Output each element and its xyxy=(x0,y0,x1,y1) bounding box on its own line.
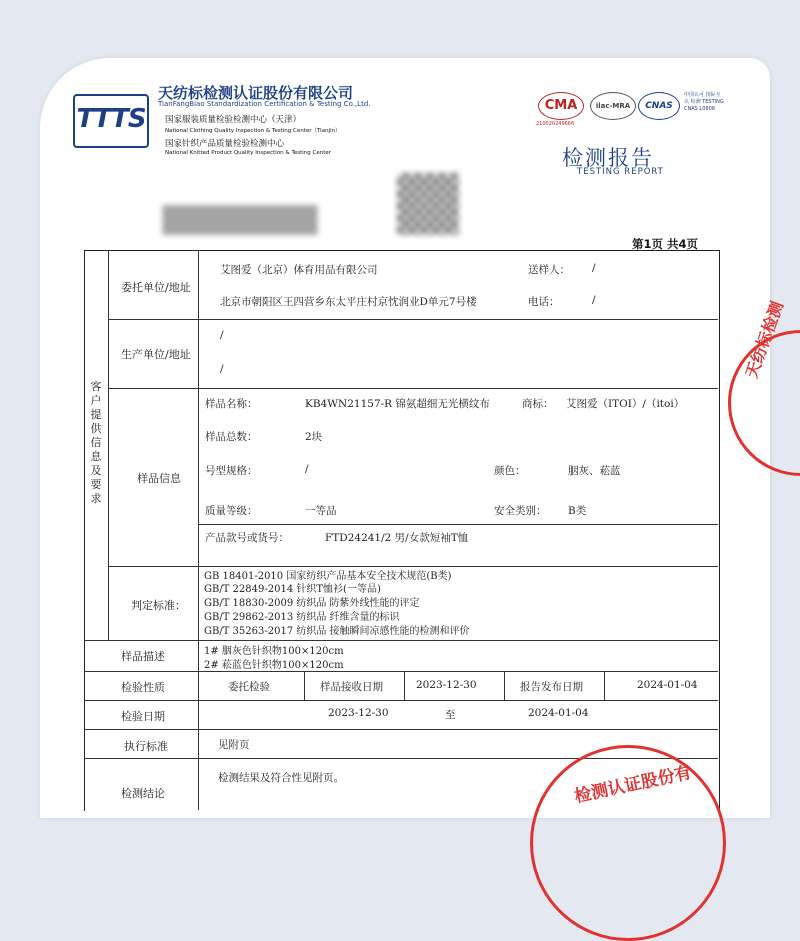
cma-number: 210020249666 xyxy=(536,121,575,127)
center1-cn: 国家服装质量检验检测中心（天津） xyxy=(165,115,302,125)
cnas-icon: CNAS xyxy=(638,92,680,120)
standard-item: GB/T 29862-2013 纺织品 纤维含量的标识 xyxy=(204,612,400,623)
phone-label: 电话： xyxy=(528,296,560,308)
date-from: 2023-12-30 xyxy=(328,707,389,719)
center1-en: National Clothing Quality Inspection & Testing Center（Tianjin） xyxy=(165,128,341,134)
report-title: 检测报告 xyxy=(562,146,654,170)
bottom-stamp-text: 检测认证股份有 xyxy=(572,762,694,808)
count-value: 2块 xyxy=(305,431,323,443)
grade-label: 质量等级： xyxy=(205,505,258,517)
model-value: / xyxy=(305,463,309,475)
cnas-side-text: 中国认可 国际互认 检测 TESTING CNAS L0808 xyxy=(684,92,724,112)
client-label: 委托单位/地址 xyxy=(121,281,191,294)
standards-label: 判定标准： xyxy=(131,599,186,612)
blurred-barcode xyxy=(163,205,318,235)
product-label: 产品款号或货号： xyxy=(205,532,289,544)
received-value: 2023-12-30 xyxy=(416,679,477,691)
nature-value: 委托检验 xyxy=(228,681,270,693)
cma-cert-icon: CMA xyxy=(538,92,584,120)
count-label: 样品总数： xyxy=(205,431,258,443)
safety-label: 安全类别： xyxy=(494,505,547,517)
sample-name-label: 样品名称： xyxy=(205,398,258,410)
description-line2: 2# 菘蓝色针织物100×120cm xyxy=(204,660,344,671)
date-to: 2024-01-04 xyxy=(528,707,589,719)
exec-standard-label: 执行标准 xyxy=(124,740,168,753)
page-info: 第1页 共4页 xyxy=(632,237,699,251)
side-label: 客户提供信息及要求 xyxy=(90,380,102,505)
grade-value: 一等品 xyxy=(305,505,337,517)
conclusion-label: 检测结论 xyxy=(121,787,165,800)
sender-label: 送样人： xyxy=(528,264,570,276)
sample-label: 样品信息 xyxy=(137,472,181,485)
conclusion-value: 检测结果及符合性见附页。 xyxy=(218,772,344,784)
company-name-cn: 天纺标检测认证股份有限公司 xyxy=(158,84,354,102)
sample-name-value: KB4WN21157-R 锦氨超细无光横纹布 xyxy=(305,398,490,410)
brand-label: 商标： xyxy=(522,398,554,410)
exec-standard-value: 见附页 xyxy=(218,739,250,751)
center2-en: National Knitted Product Quality Inspection & Testing Center xyxy=(165,150,332,156)
ilac-mra-icon: ilac-MRA xyxy=(590,92,636,120)
nature-label: 检验性质 xyxy=(121,681,165,694)
issue-value: 2024-01-04 xyxy=(637,679,698,691)
bottom-red-stamp xyxy=(530,745,726,941)
received-label: 样品接收日期 xyxy=(320,681,383,693)
client-company: 艾图爱（北京）体育用品有限公司 xyxy=(220,264,378,276)
product-value: FTD24241/2 男/女款短袖T恤 xyxy=(325,532,469,544)
center2-cn: 国家针织产品质量检验检测中心 xyxy=(165,139,285,149)
issue-label: 报告发布日期 xyxy=(520,681,583,693)
producer-line2: / xyxy=(220,363,224,375)
date-to-label: 至 xyxy=(445,709,456,721)
company-name-en: TianFangBiao Standardization Certification & Testing Co.,Ltd. xyxy=(158,100,371,108)
description-label: 样品描述 xyxy=(121,650,165,663)
brand-value: 艾图爱（ITOI）/（itoi） xyxy=(566,398,685,410)
phone-value: / xyxy=(592,294,596,306)
ttts-logo: TTTS xyxy=(73,94,149,148)
color-label: 颜色： xyxy=(494,465,526,477)
right-stamp-text: 天纺标检测 xyxy=(741,298,788,381)
color-value: 胭灰、菘蓝 xyxy=(568,465,621,477)
report-subtitle: TESTING REPORT xyxy=(577,167,664,177)
blurred-qr-code xyxy=(397,173,459,235)
safety-value: B类 xyxy=(568,505,587,517)
producer-label: 生产单位/地址 xyxy=(121,348,191,361)
standard-item: GB/T 18830-2009 纺织品 防紫外线性能的评定 xyxy=(204,598,420,609)
standard-item: GB/T 35263-2017 纺织品 接触瞬间凉感性能的检测和评价 xyxy=(204,626,470,637)
standard-item: GB 18401-2010 国家纺织产品基本安全技术规范(B类) xyxy=(204,571,452,582)
producer-line1: / xyxy=(220,329,224,341)
date-label: 检验日期 xyxy=(121,710,165,723)
standard-item: GB/T 22849-2014 针织T恤衫(一等品) xyxy=(204,584,381,595)
sender-value: / xyxy=(592,262,596,274)
client-address: 北京市朝阳区王四营乡东太平庄村京忱润业D单元7号楼 xyxy=(220,296,477,308)
description-line1: 1# 胭灰色针织物100×120cm xyxy=(204,646,344,657)
model-label: 号型规格： xyxy=(205,465,258,477)
